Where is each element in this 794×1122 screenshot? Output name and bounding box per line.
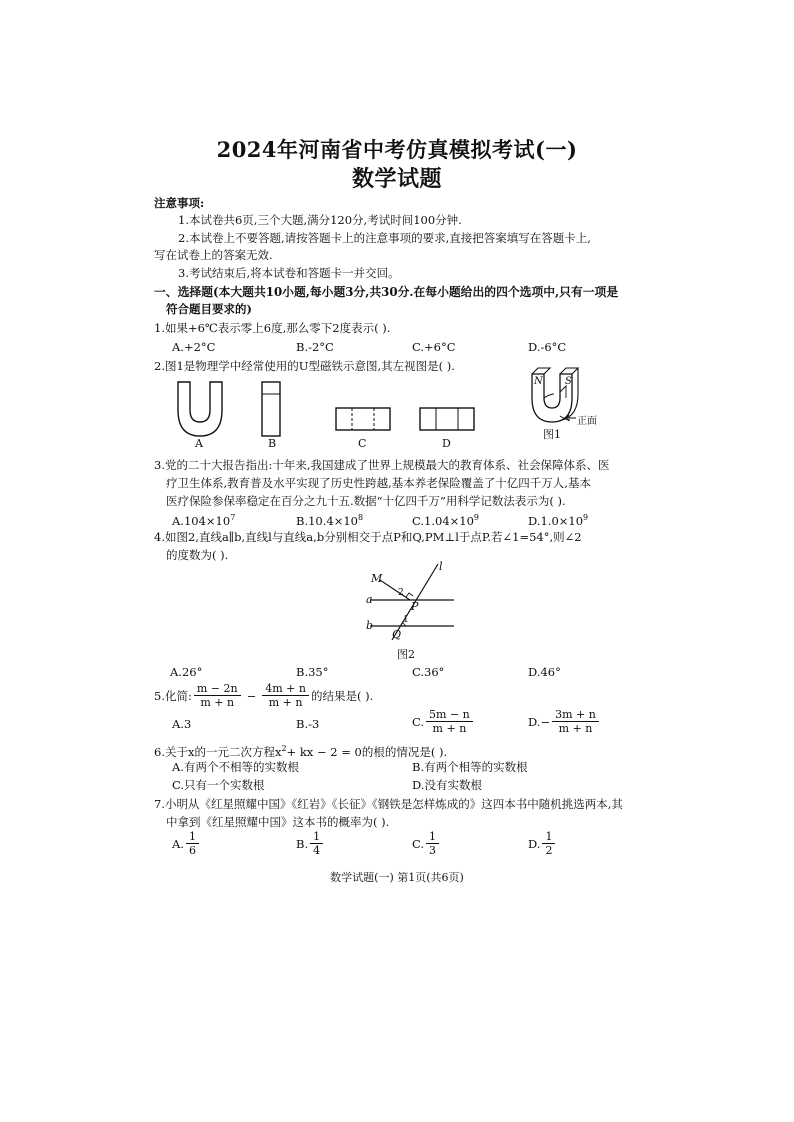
magnet-label-front: 正面 bbox=[577, 416, 597, 427]
page-footer: 数学试题(一) 第1页(共6页) bbox=[330, 871, 464, 884]
q6-option-c: C.只有一个实数根 bbox=[172, 778, 265, 792]
q2-option-c: C bbox=[358, 437, 367, 450]
notice-item-1: 1.本试卷共6页,三个大题,满分120分,考试时间100分钟. bbox=[178, 213, 462, 227]
section1-heading-line1: 一、选择题(本大题共10小题,每小题3分,共30分.在每小题给出的四个选项中,只有一项是 bbox=[154, 285, 619, 299]
q5-fraction-2: $\frac{4m + n}{m + n}$ bbox=[262, 682, 309, 709]
notice-item-2a: 2.本试卷上不要答题,请按答题卡上的注意事项的要求,直接把答案填写在答题卡上, bbox=[178, 231, 591, 245]
q5-option-c: C. $\frac{5m - n}{m + n}$ bbox=[412, 708, 475, 735]
q2-figure-b bbox=[262, 382, 280, 436]
q5-option-a: A.3 bbox=[172, 717, 192, 731]
fig2-label-angle-2: 2 bbox=[398, 588, 404, 598]
q3-option-d: $D.1.0\times 10^9$ bbox=[528, 513, 589, 528]
q7-option-b: B. $\frac{1}{4}$ bbox=[296, 830, 325, 857]
figure2-caption: 图2 bbox=[397, 648, 415, 661]
q2-option-b: B bbox=[268, 437, 277, 450]
q2-stem: 2.图1是物理学中经常使用的U型磁铁示意图,其左视图是( ). bbox=[154, 359, 455, 373]
q7-option-d: D. $\frac{1}{2}$ bbox=[528, 830, 557, 857]
fig2-label-m: M bbox=[371, 572, 383, 585]
q3-line1: 3.党的二十大报告指出:十年来,我国建成了世界上规模最大的教育体系、社会保障体系、医 bbox=[154, 458, 610, 472]
fig2-label-q: Q bbox=[392, 628, 402, 641]
q4-option-c: C.36° bbox=[412, 665, 445, 679]
fig2-label-p: P bbox=[411, 600, 419, 613]
q7-option-a: A. $\frac{1}{6}$ bbox=[172, 830, 201, 857]
q6-stem: 6.关于x的一元二次方程$x^2+$ kx − 2 = 0的根的情况是( ). bbox=[154, 744, 448, 759]
fig2-label-angle-1: 1 bbox=[403, 615, 409, 625]
q3-line3: 医疗保险参保率稳定在百分之九十五.数据“十亿四千万”用科学记数法表示为( ). bbox=[166, 494, 566, 508]
section1-heading-line2: 符合题目要求的) bbox=[166, 302, 252, 316]
segment-pm bbox=[380, 580, 410, 600]
q7-line2: 中拿到《红星照耀中国》这本书的概率为( ). bbox=[166, 815, 390, 829]
q4-option-b: B.35° bbox=[296, 665, 329, 679]
q4-option-d: D.46° bbox=[528, 665, 561, 679]
q3-option-c: $C.1.04\times 10^9$ bbox=[412, 513, 480, 528]
q2-option-a: A bbox=[195, 437, 203, 450]
q2-figure-d bbox=[420, 408, 474, 430]
figure1-caption: 图1 bbox=[543, 428, 561, 441]
q4-option-a: A.26° bbox=[170, 665, 203, 679]
q3-option-b: $B.10.4\times 10^8$ bbox=[296, 513, 364, 528]
q2-figure-a bbox=[178, 382, 222, 436]
q1-option-c: C.+6°C bbox=[412, 340, 456, 354]
q7-option-c: C. $\frac{1}{3}$ bbox=[412, 830, 441, 857]
q1-option-b: B.-2°C bbox=[296, 340, 334, 354]
notice-item-3: 3.考试结束后,将本试卷和答题卡一并交回。 bbox=[178, 266, 400, 280]
fig2-label-a: a bbox=[366, 593, 373, 606]
q4-line2: 的度数为( ). bbox=[166, 548, 229, 562]
q3-option-a: $A.104\times 10^7$ bbox=[172, 513, 236, 528]
q5-stem: 5.化简: $\frac{m - 2n}{m + n}$ − $\frac{4m + n}{m + n}$ 的结果是( ). bbox=[154, 682, 374, 709]
q1-stem: 1.如果+6℃表示零上6度,那么零下2度表示( ). bbox=[154, 321, 391, 335]
q5-option-d: D.− $\frac{3m + n}{m + n}$ bbox=[528, 708, 601, 735]
exam-subtitle: 数学试题 bbox=[351, 166, 442, 192]
magnet-label-n: N bbox=[534, 376, 543, 387]
fig2-label-b: b bbox=[366, 619, 374, 632]
q4-line1: 4.如图2,直线a∥b,直线l与直线a,b分别相交于点P和Q,PM⊥l于点P.若∠1=54°,则∠2 bbox=[154, 530, 582, 544]
q1-option-a: A.+2°C bbox=[172, 340, 216, 354]
magnet-label-s: S bbox=[565, 376, 572, 387]
q3-line2: 疗卫生体系,教育普及水平实现了历史性跨越,基本养老保险覆盖了十亿四千万人,基本 bbox=[166, 476, 591, 490]
q6-option-a: A.有两个不相等的实数根 bbox=[172, 760, 299, 774]
q6-option-b: B.有两个相等的实数根 bbox=[412, 760, 528, 774]
q2-figure-c bbox=[336, 408, 390, 430]
exam-title: 2024年河南省中考仿真模拟考试(一) bbox=[216, 137, 578, 162]
q2-option-d: D bbox=[442, 437, 451, 450]
q1-option-d: D.-6°C bbox=[528, 340, 567, 354]
notice-heading: 注意事项: bbox=[154, 196, 205, 210]
q2-option-figures bbox=[170, 378, 500, 440]
notice-item-2b: 写在试卷上的答案无效. bbox=[154, 248, 273, 262]
q7-line1: 7.小明从《红星照耀中国》《红岩》《长征》《钢铁是怎样炼成的》这四本书中随机挑选两本,其 bbox=[154, 797, 623, 811]
q6-option-d: D.没有实数根 bbox=[412, 778, 482, 792]
q5-fraction-1: $\frac{m - 2n}{m + n}$ bbox=[194, 682, 241, 709]
fig2-label-l: l bbox=[439, 560, 443, 573]
q5-option-b: B.-3 bbox=[296, 717, 320, 731]
